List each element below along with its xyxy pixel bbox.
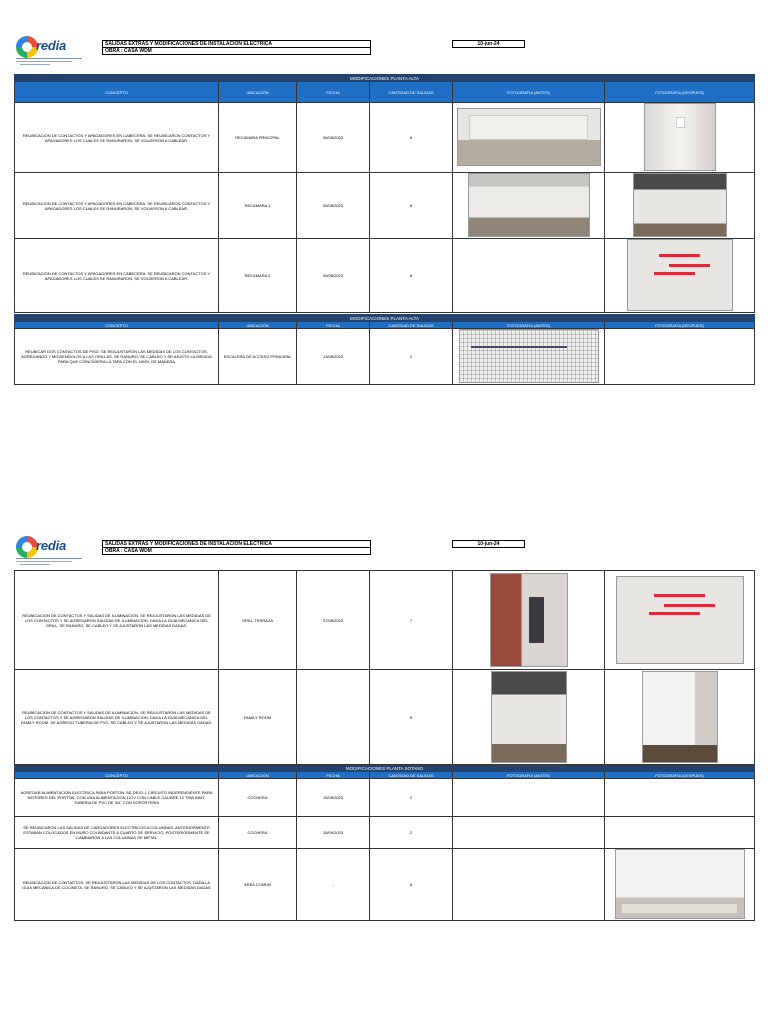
fecha-cell: 13/08/2023: [297, 329, 370, 385]
logo-wordmark: redia: [36, 538, 67, 553]
col-foto-despues: FOTOGRAFIA (DESPUES): [605, 82, 755, 103]
fecha-cell: -: [297, 849, 370, 921]
page-2: [0, 532, 768, 890]
ubicacion-cell: RECAMARA PRINCIPAL: [219, 103, 297, 173]
fecha-cell: 15/09/2023: [297, 817, 370, 849]
col-ubicacion: UBICACIÓN: [219, 772, 297, 779]
cantidad-cell: 2: [370, 817, 453, 849]
table-row: [15, 670, 755, 765]
obra-label: OBRA : CASA WDM: [103, 47, 370, 54]
col-foto-antes: FOTOGRAFIA (ANTES): [453, 772, 605, 779]
concepto-cell: SE REUBICARON LAS SALIDAS DE CARGADORES ELECTRICOS A COLUMNAS, ANTERIORMENTE ESTABAN COLOCADOS EN MURO COLINDANTE A CUARTO DE SERVICIO, POSTERIORMENTE SE CAMBIARON A LAS COLUMNAS DE METAL: [15, 817, 219, 849]
col-ubicacion: UBICACIÓN: [219, 322, 297, 329]
fecha-cell: 06/08/2023: [297, 239, 370, 313]
ubicacion-cell: COCHERA: [219, 817, 297, 849]
photo-before-image: [468, 173, 590, 237]
section-title: MODIFICACIONES PLANTA SOTANO: [15, 765, 755, 772]
fecha-cell: 27/08/2023: [297, 571, 370, 670]
col-fecha: FECHA: [297, 322, 370, 329]
concepto-cell: REUBICACION DE CONTACTOS Y SALIDAS DE ILUMINACION. SE REAJUSTARON LAS MEDIDAS DE LOS CONTACTOS Y SE AGREGARON SALIDAS DE ILUMINACION, DADA LA GUIA MECANICA DEL FAMILY ROOM. SE AGREGO TUBERIA DE PVC, SE CABLEO Y SE AJUSTARON LAS MEDIDAS DADAS.: [15, 670, 219, 765]
photo-before-cell: [453, 670, 605, 765]
col-cantidad: CANTIDAD DE SALIDAS: [370, 322, 453, 329]
cantidad-cell: 2: [370, 329, 453, 385]
ubicacion-cell: AREA COMUN: [219, 849, 297, 921]
fecha-cell: 15/09/2023: [297, 779, 370, 817]
ubicacion-cell: FAMILY ROOM: [219, 670, 297, 765]
logo-swirl-icon: [16, 36, 38, 58]
concepto-cell: REUBICACION DE CONTACTOS. SE REAJUSTARON LAS MEDIDAS DE LOS CONTACTOS, DADA LA GUIA MECANICA DE COCINETA. SE RANURO, SE CABLEO Y SE AJUSTARON LAS MEDIDAS DADAS: [15, 849, 219, 921]
logo-wordmark: redia: [36, 38, 67, 53]
photo-before-cell: [453, 239, 605, 313]
photo-after-image: [616, 576, 744, 664]
photo-before-image: [459, 329, 599, 383]
col-cantidad: CANTIDAD DE SALIDAS: [370, 772, 453, 779]
photo-after-cell: [605, 817, 755, 849]
photo-after-cell: [605, 670, 755, 765]
table-row: [15, 817, 755, 849]
ubicacion-cell: COCHERA: [219, 779, 297, 817]
col-foto-antes: FOTOGRAFIA (ANTES): [453, 322, 605, 329]
photo-after-cell: [605, 849, 755, 921]
col-ubicacion: UBICACIÓN: [219, 82, 297, 103]
col-concepto: CONCEPTO: [15, 772, 219, 779]
photo-before-image: [491, 671, 567, 763]
photo-before-image: [490, 573, 568, 667]
obra-label: OBRA : CASA WDM: [103, 547, 370, 554]
logo-swirl-icon: [16, 536, 38, 558]
table-row: [15, 571, 755, 670]
table-row: [15, 779, 755, 817]
photo-after-image: [627, 239, 733, 311]
photo-after-image: [633, 173, 727, 237]
col-foto-despues: FOTOGRAFIA (DESPUES): [605, 772, 755, 779]
photo-after-cell: [605, 103, 755, 173]
page-header: [0, 32, 768, 62]
col-foto-despues: FOTOGRAFIA (DESPUES): [605, 322, 755, 329]
photo-after-cell: [605, 571, 755, 670]
company-logo: [14, 534, 84, 566]
fecha-cell: [297, 670, 370, 765]
col-foto-antes: FOTOGRAFIA (ANTES): [453, 82, 605, 103]
section-title: MODIFICACIONES PLANTA ALTA: [15, 315, 755, 322]
concepto-cell: REUBICACION DE CONTACTOS Y APAGADORES EN CABECERA. SE REUBICARON CONTACTOS Y APAGADORES LOS CUALES SE RANURARON, SE VOLVIERON A CABLEAR.: [15, 103, 219, 173]
photo-before-cell: [453, 571, 605, 670]
photo-after-image: [642, 671, 718, 763]
photo-after-image: [615, 849, 745, 919]
concepto-cell: REUBICACION DE CONTACTOS Y SALIDAS DE ILUMINACION. SE REAJUSTARON LAS MEDIDAS DE LOS CONTACTOS Y SE AGREGARON SALIDAS DE ILUMINACION, DADA LA GUIA MECANICA DEL GRILL. SE RANURO, SE CABLEO Y SE AJUSTARON LAS MEDIDAS DADAS.: [15, 571, 219, 670]
col-fecha: FECHA: [297, 772, 370, 779]
cantidad-cell: 5: [370, 670, 453, 765]
concepto-cell: AGREGAR ALIMENTACION ELECTRICA PARA PORTON. SE DEJO 1 CIRCUITO INDEPENDIENTE PARA MOTORES DEL PORTON, CON UNA ALIMENTACION 127V CON CABLE CALIBRE 12 THW AWG, TUBERIA DE PVC DE 3/4" CON SOPORTERIA: [15, 779, 219, 817]
ubicacion-cell: GRILL TERRAZA: [219, 571, 297, 670]
col-fecha: FECHA: [297, 82, 370, 103]
document-title-box: [102, 40, 371, 55]
cantidad-cell: 6: [370, 239, 453, 313]
fecha-cell: 06/08/2023: [297, 173, 370, 239]
section-title: MODIFICACIONES PLANTA ALTA: [15, 75, 755, 82]
photo-before-image: [457, 108, 601, 166]
photo-after-cell: [605, 779, 755, 817]
table-row: [15, 173, 755, 239]
company-logo: [14, 34, 84, 66]
cantidad-cell: 6: [370, 103, 453, 173]
cantidad-cell: 7: [370, 571, 453, 670]
table-row: [15, 849, 755, 921]
col-concepto: CONCEPTO: [15, 82, 219, 103]
photo-before-cell: [453, 103, 605, 173]
page-1: [0, 32, 768, 364]
cantidad-cell: 6: [370, 849, 453, 921]
ubicacion-cell: RECAMARA 1: [219, 173, 297, 239]
photo-after-cell: [605, 329, 755, 385]
table-planta-alta-2: [14, 314, 755, 385]
document-title: SALIDAS EXTRAS Y MODIFICACIONES DE INSTALACION ELECTRICA: [105, 541, 272, 547]
concepto-cell: REUBICAR DOS CONTACTOS DE PISO. SE REAJUSTARON LAS MEDIDAS DE LOS CONTACTOS, AGREGANDO Y MOVIENDOLOS A LAS ORILLAS. SE RANURO, SE CABLEO Y SE AJUSTO LA MEDIDA PARA QUE COINCIDIERA LA TAPA CON EL NIVEL DE MADERA: [15, 329, 219, 385]
document-date: 10-jun-24: [452, 540, 525, 548]
table-row: [15, 239, 755, 313]
concepto-cell: REUBICACION DE CONTACTOS Y APAGADORES EN CABECERA. SE REUBICARON CONTACTOS Y APAGADORES LOS CUALES SE RANURARON, SE VOLVIERON A CABLEAR.: [15, 173, 219, 239]
photo-after-cell: [605, 173, 755, 239]
cantidad-cell: 6: [370, 173, 453, 239]
table-planta-alta-1: [14, 74, 755, 313]
table-row: [15, 103, 755, 173]
document-title: SALIDAS EXTRAS Y MODIFICACIONES DE INSTALACION ELECTRICA: [105, 41, 272, 47]
concepto-cell: REUBICACION DE CONTACTOS Y APAGADORES EN CABECERA. SE REUBICARON CONTACTOS Y APAGADORES LOS CUALES SE RANURARON, SE VOLVIERON A CABLEAR.: [15, 239, 219, 313]
col-concepto: CONCEPTO: [15, 322, 219, 329]
ubicacion-cell: RECAMARA 2: [219, 239, 297, 313]
photo-before-cell: [453, 817, 605, 849]
col-cantidad: CANTIDAD DE SALIDAS: [370, 82, 453, 103]
fecha-cell: 06/08/2023: [297, 103, 370, 173]
table-row: [15, 329, 755, 385]
cantidad-cell: 2: [370, 779, 453, 817]
photo-before-cell: [453, 329, 605, 385]
photo-after-cell: [605, 239, 755, 313]
document-title-box: [102, 540, 371, 555]
page-header: [0, 532, 768, 562]
photo-before-cell: [453, 779, 605, 817]
table-planta-alta-3: [14, 570, 755, 921]
document-date: 10-jun-24: [452, 40, 525, 48]
photo-before-cell: [453, 849, 605, 921]
ubicacion-cell: ESCALERA DE ACCESO PRINCIPAL: [219, 329, 297, 385]
photo-before-cell: [453, 173, 605, 239]
photo-after-image: [644, 103, 716, 171]
